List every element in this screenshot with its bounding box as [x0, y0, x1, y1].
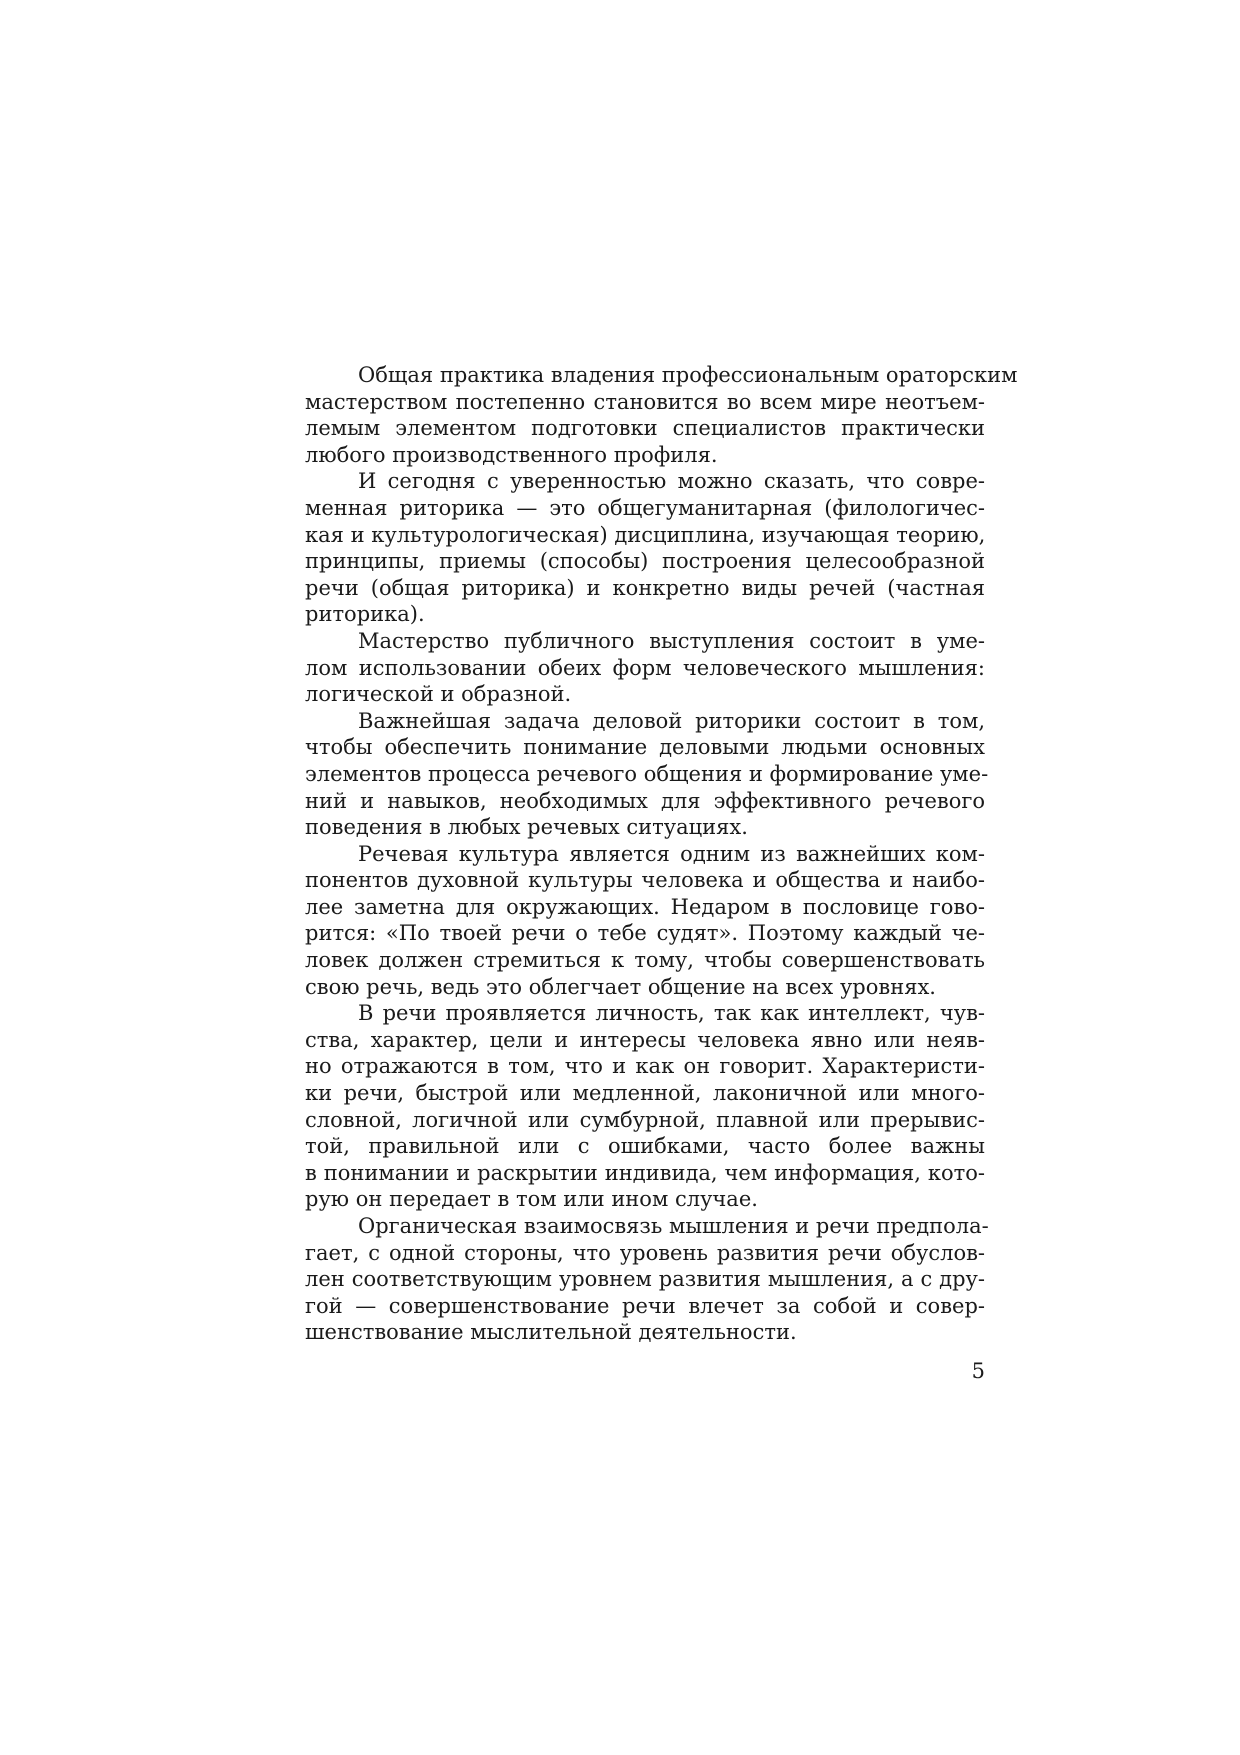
text-line: принципы, приемы (способы) построения целесообразной: [305, 549, 985, 574]
text-line: понентов духовной культуры человека и общества и наибо-: [305, 868, 985, 893]
text-line: любого производственного профиля.: [305, 442, 718, 467]
text-line: элементов процесса речевого общения и формирование уме-: [305, 761, 989, 786]
text-line: Общая практика владения профессиональным ораторским: [358, 363, 1018, 387]
text-line: В речи проявляется личность, так как интеллект, чув-: [358, 1001, 985, 1026]
text-line: риторика).: [305, 602, 425, 627]
text-line: словной, логичной или сумбурной, плавной или прерывис-: [305, 1107, 985, 1132]
text-line: гает, с одной стороны, что уровень развития речи обуслов-: [305, 1240, 985, 1265]
text-line: мастерством постепенно становится во всем мире неотъем-: [305, 389, 985, 414]
body-text: [305, 362, 1018, 1346]
text-line: рится: «По твоей речи о тебе судят». Поэтому каждый че-: [305, 921, 985, 946]
text-line: ний и навыков, необходимых для эффективного речевого: [305, 788, 985, 813]
text-line: чтобы обеспечить понимание деловыми людьми основных: [305, 735, 985, 760]
text-line: той, правильной или с ошибками, часто более важны: [305, 1134, 985, 1159]
text-line: ки речи, быстрой или медленной, лаконичной или много-: [305, 1081, 985, 1106]
text-line: менная риторика — это общегуманитарная (филологичес-: [305, 495, 985, 520]
text-line: ловек должен стремиться к тому, чтобы совершенствовать: [305, 948, 985, 973]
text-line: речи (общая риторика) и конкретно виды речей (частная: [305, 575, 985, 600]
text-line: гой — совершенствование речи влечет за собой и совер-: [305, 1293, 985, 1318]
text-line: лен соответствующим уровнем развития мышления, а с дру-: [305, 1267, 985, 1292]
text-line: свою речь, ведь это облегчает общение на всех уровнях.: [305, 974, 936, 999]
text-line: логической и образной.: [305, 682, 572, 707]
text-line: Важнейшая задача деловой риторики состоит в том,: [358, 708, 985, 733]
text-line: И сегодня с уверенностью можно сказать, что совре-: [358, 469, 985, 494]
text-line: ства, характер, цели и интересы человека явно или неяв-: [305, 1027, 985, 1052]
text-line: но отражаются в том, что и как он говорит. Характеристи-: [305, 1054, 985, 1079]
text-line: шенствование мыслительной деятельности.: [305, 1320, 797, 1345]
text-line: Органическая взаимосвязь мышления и речи предпола-: [358, 1214, 989, 1238]
text-line: поведения в любых речевых ситуациях.: [305, 815, 748, 840]
text-line: лемым элементом подготовки специалистов практически: [305, 416, 985, 441]
text-line: рую он передает в том или ином случае.: [305, 1187, 758, 1212]
text-line: Речевая культура является одним из важнейших ком-: [358, 841, 985, 866]
text-line: лее заметна для окружающих. Недаром в пословице гово-: [305, 894, 985, 919]
text-line: Мастерство публичного выступления состоит в уме-: [358, 628, 985, 653]
text-line: лом использовании обеих форм человеческого мышления:: [305, 655, 985, 680]
text-line: кая и культурологическая) дисциплина, изучающая теорию,: [305, 522, 986, 547]
page-number: 5: [971, 1359, 985, 1383]
text-line: в понимании и раскрытии индивида, чем информация, кото-: [305, 1160, 985, 1185]
